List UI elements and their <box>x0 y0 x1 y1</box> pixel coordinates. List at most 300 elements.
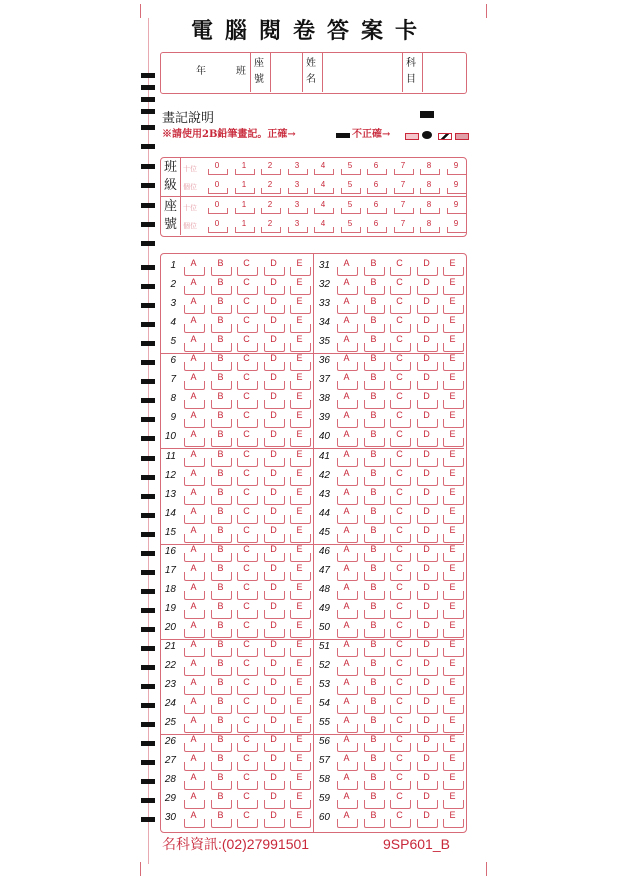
answer-bubble[interactable] <box>364 286 385 295</box>
answer-bubble[interactable] <box>290 324 311 333</box>
answer-bubble[interactable] <box>443 343 464 352</box>
answer-bubble[interactable] <box>390 819 411 828</box>
answer-bubble[interactable] <box>184 534 205 543</box>
answer-bubble[interactable] <box>237 743 258 752</box>
answer-bubble[interactable] <box>211 667 232 676</box>
answer-bubble[interactable] <box>184 362 205 371</box>
answer-bubble[interactable] <box>264 381 285 390</box>
answer-bubble[interactable] <box>237 267 258 276</box>
answer-bubble[interactable] <box>184 572 205 581</box>
answer-bubble[interactable] <box>211 629 232 638</box>
answer-bubble[interactable] <box>184 800 205 809</box>
answer-bubble[interactable] <box>337 419 358 428</box>
answer-bubble[interactable] <box>390 267 411 276</box>
answer-bubble[interactable] <box>264 267 285 276</box>
seat-tens-digit-bubble[interactable] <box>394 208 414 214</box>
answer-bubble[interactable] <box>390 553 411 562</box>
answer-bubble[interactable] <box>443 534 464 543</box>
seat-ones-digit-bubble[interactable] <box>367 227 387 233</box>
answer-bubble[interactable] <box>443 743 464 752</box>
answer-bubble[interactable] <box>443 667 464 676</box>
answer-bubble[interactable] <box>417 724 438 733</box>
answer-bubble[interactable] <box>211 496 232 505</box>
answer-bubble[interactable] <box>237 343 258 352</box>
answer-bubble[interactable] <box>337 534 358 543</box>
answer-bubble[interactable] <box>417 381 438 390</box>
answer-bubble[interactable] <box>264 477 285 486</box>
answer-bubble[interactable] <box>290 381 311 390</box>
answer-bubble[interactable] <box>390 381 411 390</box>
answer-bubble[interactable] <box>237 515 258 524</box>
answer-bubble[interactable] <box>290 705 311 714</box>
class-ones-digit-bubble[interactable] <box>208 188 228 194</box>
class-tens-digit-bubble[interactable] <box>314 169 334 175</box>
answer-bubble[interactable] <box>390 400 411 409</box>
answer-bubble[interactable] <box>211 343 232 352</box>
answer-bubble[interactable] <box>390 667 411 676</box>
answer-bubble[interactable] <box>237 724 258 733</box>
class-ones-digit-bubble[interactable] <box>367 188 387 194</box>
answer-bubble[interactable] <box>211 362 232 371</box>
answer-bubble[interactable] <box>237 667 258 676</box>
answer-bubble[interactable] <box>237 648 258 657</box>
answer-bubble[interactable] <box>184 705 205 714</box>
class-ones-digit-bubble[interactable] <box>341 188 361 194</box>
answer-bubble[interactable] <box>237 629 258 638</box>
answer-bubble[interactable] <box>290 724 311 733</box>
answer-bubble[interactable] <box>264 515 285 524</box>
answer-bubble[interactable] <box>364 381 385 390</box>
answer-bubble[interactable] <box>211 515 232 524</box>
answer-bubble[interactable] <box>184 553 205 562</box>
answer-bubble[interactable] <box>237 686 258 695</box>
seat-tens-digit-bubble[interactable] <box>314 208 334 214</box>
answer-bubble[interactable] <box>264 400 285 409</box>
answer-bubble[interactable] <box>337 267 358 276</box>
answer-bubble[interactable] <box>290 781 311 790</box>
answer-bubble[interactable] <box>390 458 411 467</box>
answer-bubble[interactable] <box>364 591 385 600</box>
answer-bubble[interactable] <box>290 648 311 657</box>
answer-bubble[interactable] <box>443 572 464 581</box>
answer-bubble[interactable] <box>364 324 385 333</box>
answer-bubble[interactable] <box>364 400 385 409</box>
seat-tens-digit-bubble[interactable] <box>235 208 255 214</box>
class-tens-digit-bubble[interactable] <box>447 169 467 175</box>
answer-bubble[interactable] <box>184 343 205 352</box>
class-ones-digit-bubble[interactable] <box>235 188 255 194</box>
answer-bubble[interactable] <box>211 419 232 428</box>
answer-bubble[interactable] <box>264 496 285 505</box>
answer-bubble[interactable] <box>237 819 258 828</box>
answer-bubble[interactable] <box>364 305 385 314</box>
answer-bubble[interactable] <box>211 534 232 543</box>
answer-bubble[interactable] <box>417 419 438 428</box>
answer-bubble[interactable] <box>237 400 258 409</box>
answer-bubble[interactable] <box>443 400 464 409</box>
answer-bubble[interactable] <box>337 477 358 486</box>
class-tens-digit-bubble[interactable] <box>394 169 414 175</box>
answer-bubble[interactable] <box>237 800 258 809</box>
answer-bubble[interactable] <box>290 553 311 562</box>
answer-bubble[interactable] <box>290 667 311 676</box>
answer-bubble[interactable] <box>337 667 358 676</box>
seat-ones-digit-bubble[interactable] <box>288 227 308 233</box>
seat-tens-digit-bubble[interactable] <box>367 208 387 214</box>
answer-bubble[interactable] <box>184 477 205 486</box>
answer-bubble[interactable] <box>290 762 311 771</box>
answer-bubble[interactable] <box>264 305 285 314</box>
answer-bubble[interactable] <box>184 610 205 619</box>
answer-bubble[interactable] <box>237 305 258 314</box>
answer-bubble[interactable] <box>290 343 311 352</box>
answer-bubble[interactable] <box>443 686 464 695</box>
answer-bubble[interactable] <box>264 762 285 771</box>
answer-bubble[interactable] <box>184 438 205 447</box>
answer-bubble[interactable] <box>264 819 285 828</box>
answer-bubble[interactable] <box>443 800 464 809</box>
answer-bubble[interactable] <box>417 648 438 657</box>
answer-bubble[interactable] <box>364 343 385 352</box>
seat-ones-digit-bubble[interactable] <box>394 227 414 233</box>
answer-bubble[interactable] <box>337 800 358 809</box>
answer-bubble[interactable] <box>290 267 311 276</box>
answer-bubble[interactable] <box>237 324 258 333</box>
answer-bubble[interactable] <box>290 610 311 619</box>
answer-bubble[interactable] <box>337 553 358 562</box>
answer-bubble[interactable] <box>264 419 285 428</box>
answer-bubble[interactable] <box>264 286 285 295</box>
answer-bubble[interactable] <box>390 496 411 505</box>
answer-bubble[interactable] <box>364 781 385 790</box>
answer-bubble[interactable] <box>337 286 358 295</box>
answer-bubble[interactable] <box>417 800 438 809</box>
answer-bubble[interactable] <box>443 381 464 390</box>
answer-bubble[interactable] <box>443 305 464 314</box>
answer-bubble[interactable] <box>364 534 385 543</box>
answer-bubble[interactable] <box>443 362 464 371</box>
answer-bubble[interactable] <box>417 591 438 600</box>
answer-bubble[interactable] <box>417 438 438 447</box>
seat-ones-digit-bubble[interactable] <box>420 227 440 233</box>
answer-bubble[interactable] <box>417 458 438 467</box>
answer-bubble[interactable] <box>264 648 285 657</box>
answer-bubble[interactable] <box>184 267 205 276</box>
answer-bubble[interactable] <box>364 458 385 467</box>
answer-bubble[interactable] <box>443 724 464 733</box>
answer-bubble[interactable] <box>443 553 464 562</box>
answer-bubble[interactable] <box>390 305 411 314</box>
answer-bubble[interactable] <box>211 438 232 447</box>
answer-bubble[interactable] <box>337 781 358 790</box>
answer-bubble[interactable] <box>290 686 311 695</box>
answer-bubble[interactable] <box>184 667 205 676</box>
seat-tens-digit-bubble[interactable] <box>341 208 361 214</box>
answer-bubble[interactable] <box>290 534 311 543</box>
answer-bubble[interactable] <box>390 781 411 790</box>
answer-bubble[interactable] <box>364 477 385 486</box>
answer-bubble[interactable] <box>237 762 258 771</box>
answer-bubble[interactable] <box>211 286 232 295</box>
answer-bubble[interactable] <box>264 686 285 695</box>
answer-bubble[interactable] <box>211 610 232 619</box>
answer-bubble[interactable] <box>184 458 205 467</box>
answer-bubble[interactable] <box>337 648 358 657</box>
answer-bubble[interactable] <box>184 724 205 733</box>
answer-bubble[interactable] <box>443 819 464 828</box>
answer-bubble[interactable] <box>264 667 285 676</box>
answer-bubble[interactable] <box>390 438 411 447</box>
answer-bubble[interactable] <box>417 324 438 333</box>
answer-bubble[interactable] <box>237 419 258 428</box>
answer-bubble[interactable] <box>390 572 411 581</box>
answer-bubble[interactable] <box>211 267 232 276</box>
answer-bubble[interactable] <box>264 534 285 543</box>
answer-bubble[interactable] <box>417 305 438 314</box>
answer-bubble[interactable] <box>337 629 358 638</box>
answer-bubble[interactable] <box>337 343 358 352</box>
answer-bubble[interactable] <box>264 705 285 714</box>
answer-bubble[interactable] <box>337 705 358 714</box>
answer-bubble[interactable] <box>337 458 358 467</box>
answer-bubble[interactable] <box>184 819 205 828</box>
answer-bubble[interactable] <box>390 591 411 600</box>
answer-bubble[interactable] <box>290 515 311 524</box>
answer-bubble[interactable] <box>211 477 232 486</box>
answer-bubble[interactable] <box>237 286 258 295</box>
answer-bubble[interactable] <box>211 819 232 828</box>
answer-bubble[interactable] <box>417 610 438 619</box>
answer-bubble[interactable] <box>337 362 358 371</box>
answer-bubble[interactable] <box>337 572 358 581</box>
answer-bubble[interactable] <box>337 724 358 733</box>
answer-bubble[interactable] <box>417 762 438 771</box>
answer-bubble[interactable] <box>264 629 285 638</box>
seat-ones-digit-bubble[interactable] <box>261 227 281 233</box>
answer-bubble[interactable] <box>390 324 411 333</box>
answer-bubble[interactable] <box>390 743 411 752</box>
answer-bubble[interactable] <box>364 629 385 638</box>
answer-bubble[interactable] <box>290 629 311 638</box>
answer-bubble[interactable] <box>211 781 232 790</box>
answer-bubble[interactable] <box>443 267 464 276</box>
answer-bubble[interactable] <box>417 496 438 505</box>
answer-bubble[interactable] <box>237 610 258 619</box>
answer-bubble[interactable] <box>443 324 464 333</box>
answer-bubble[interactable] <box>390 705 411 714</box>
answer-bubble[interactable] <box>443 591 464 600</box>
answer-bubble[interactable] <box>237 705 258 714</box>
class-tens-digit-bubble[interactable] <box>208 169 228 175</box>
answer-bubble[interactable] <box>417 534 438 543</box>
answer-bubble[interactable] <box>290 800 311 809</box>
answer-bubble[interactable] <box>211 324 232 333</box>
seat-tens-digit-bubble[interactable] <box>261 208 281 214</box>
answer-bubble[interactable] <box>337 381 358 390</box>
answer-bubble[interactable] <box>184 686 205 695</box>
answer-bubble[interactable] <box>184 305 205 314</box>
answer-bubble[interactable] <box>390 686 411 695</box>
answer-bubble[interactable] <box>290 591 311 600</box>
answer-bubble[interactable] <box>390 419 411 428</box>
answer-bubble[interactable] <box>237 477 258 486</box>
answer-bubble[interactable] <box>390 534 411 543</box>
answer-bubble[interactable] <box>364 800 385 809</box>
answer-bubble[interactable] <box>211 724 232 733</box>
class-ones-digit-bubble[interactable] <box>288 188 308 194</box>
answer-bubble[interactable] <box>443 286 464 295</box>
answer-bubble[interactable] <box>364 553 385 562</box>
answer-bubble[interactable] <box>290 819 311 828</box>
seat-ones-digit-bubble[interactable] <box>341 227 361 233</box>
answer-bubble[interactable] <box>390 800 411 809</box>
answer-bubble[interactable] <box>337 515 358 524</box>
answer-bubble[interactable] <box>337 762 358 771</box>
answer-bubble[interactable] <box>237 381 258 390</box>
answer-bubble[interactable] <box>364 686 385 695</box>
answer-bubble[interactable] <box>211 591 232 600</box>
answer-bubble[interactable] <box>337 819 358 828</box>
answer-bubble[interactable] <box>264 343 285 352</box>
answer-bubble[interactable] <box>364 419 385 428</box>
answer-bubble[interactable] <box>184 781 205 790</box>
answer-bubble[interactable] <box>364 667 385 676</box>
answer-bubble[interactable] <box>184 419 205 428</box>
answer-bubble[interactable] <box>237 362 258 371</box>
answer-bubble[interactable] <box>443 781 464 790</box>
answer-bubble[interactable] <box>417 667 438 676</box>
answer-bubble[interactable] <box>184 496 205 505</box>
answer-bubble[interactable] <box>364 724 385 733</box>
answer-bubble[interactable] <box>264 781 285 790</box>
answer-bubble[interactable] <box>364 267 385 276</box>
seat-ones-digit-bubble[interactable] <box>208 227 228 233</box>
class-ones-digit-bubble[interactable] <box>261 188 281 194</box>
answer-bubble[interactable] <box>184 286 205 295</box>
answer-bubble[interactable] <box>390 515 411 524</box>
answer-bubble[interactable] <box>417 477 438 486</box>
answer-bubble[interactable] <box>364 362 385 371</box>
answer-bubble[interactable] <box>417 267 438 276</box>
answer-bubble[interactable] <box>290 419 311 428</box>
answer-bubble[interactable] <box>337 610 358 619</box>
answer-bubble[interactable] <box>290 743 311 752</box>
class-tens-digit-bubble[interactable] <box>367 169 387 175</box>
answer-bubble[interactable] <box>237 496 258 505</box>
seat-tens-digit-bubble[interactable] <box>420 208 440 214</box>
answer-bubble[interactable] <box>390 762 411 771</box>
answer-bubble[interactable] <box>417 400 438 409</box>
answer-bubble[interactable] <box>211 800 232 809</box>
answer-bubble[interactable] <box>364 743 385 752</box>
answer-bubble[interactable] <box>237 781 258 790</box>
answer-bubble[interactable] <box>264 591 285 600</box>
answer-bubble[interactable] <box>337 496 358 505</box>
answer-bubble[interactable] <box>417 781 438 790</box>
answer-bubble[interactable] <box>417 629 438 638</box>
answer-bubble[interactable] <box>337 305 358 314</box>
class-tens-digit-bubble[interactable] <box>235 169 255 175</box>
answer-bubble[interactable] <box>184 591 205 600</box>
answer-bubble[interactable] <box>290 400 311 409</box>
answer-bubble[interactable] <box>443 419 464 428</box>
answer-bubble[interactable] <box>417 705 438 714</box>
answer-bubble[interactable] <box>211 686 232 695</box>
answer-bubble[interactable] <box>211 400 232 409</box>
answer-bubble[interactable] <box>290 496 311 505</box>
class-ones-digit-bubble[interactable] <box>314 188 334 194</box>
answer-bubble[interactable] <box>237 591 258 600</box>
answer-bubble[interactable] <box>211 705 232 714</box>
answer-bubble[interactable] <box>184 400 205 409</box>
answer-bubble[interactable] <box>417 572 438 581</box>
answer-bubble[interactable] <box>237 534 258 543</box>
answer-bubble[interactable] <box>211 648 232 657</box>
answer-bubble[interactable] <box>211 458 232 467</box>
answer-bubble[interactable] <box>264 610 285 619</box>
answer-bubble[interactable] <box>337 400 358 409</box>
answer-bubble[interactable] <box>184 629 205 638</box>
answer-bubble[interactable] <box>417 515 438 524</box>
answer-bubble[interactable] <box>364 648 385 657</box>
answer-bubble[interactable] <box>364 705 385 714</box>
answer-bubble[interactable] <box>364 762 385 771</box>
answer-bubble[interactable] <box>211 762 232 771</box>
answer-bubble[interactable] <box>290 438 311 447</box>
answer-bubble[interactable] <box>264 324 285 333</box>
answer-bubble[interactable] <box>337 438 358 447</box>
answer-bubble[interactable] <box>290 286 311 295</box>
answer-bubble[interactable] <box>290 362 311 371</box>
answer-bubble[interactable] <box>337 686 358 695</box>
answer-bubble[interactable] <box>364 515 385 524</box>
answer-bubble[interactable] <box>184 324 205 333</box>
answer-bubble[interactable] <box>290 477 311 486</box>
answer-bubble[interactable] <box>337 324 358 333</box>
answer-bubble[interactable] <box>417 553 438 562</box>
class-tens-digit-bubble[interactable] <box>261 169 281 175</box>
answer-bubble[interactable] <box>264 800 285 809</box>
answer-bubble[interactable] <box>290 458 311 467</box>
seat-ones-digit-bubble[interactable] <box>235 227 255 233</box>
answer-bubble[interactable] <box>443 648 464 657</box>
answer-bubble[interactable] <box>184 648 205 657</box>
answer-bubble[interactable] <box>443 705 464 714</box>
answer-bubble[interactable] <box>184 762 205 771</box>
answer-bubble[interactable] <box>264 362 285 371</box>
answer-bubble[interactable] <box>211 381 232 390</box>
answer-bubble[interactable] <box>184 515 205 524</box>
answer-bubble[interactable] <box>211 572 232 581</box>
answer-bubble[interactable] <box>264 553 285 562</box>
answer-bubble[interactable] <box>390 724 411 733</box>
answer-bubble[interactable] <box>443 438 464 447</box>
answer-bubble[interactable] <box>290 572 311 581</box>
answer-bubble[interactable] <box>211 553 232 562</box>
seat-tens-digit-bubble[interactable] <box>447 208 467 214</box>
answer-bubble[interactable] <box>264 743 285 752</box>
answer-bubble[interactable] <box>443 477 464 486</box>
answer-bubble[interactable] <box>337 591 358 600</box>
answer-bubble[interactable] <box>443 762 464 771</box>
answer-bubble[interactable] <box>417 286 438 295</box>
class-tens-digit-bubble[interactable] <box>341 169 361 175</box>
answer-bubble[interactable] <box>443 458 464 467</box>
answer-bubble[interactable] <box>264 724 285 733</box>
answer-bubble[interactable] <box>417 686 438 695</box>
answer-bubble[interactable] <box>390 610 411 619</box>
answer-bubble[interactable] <box>417 343 438 352</box>
